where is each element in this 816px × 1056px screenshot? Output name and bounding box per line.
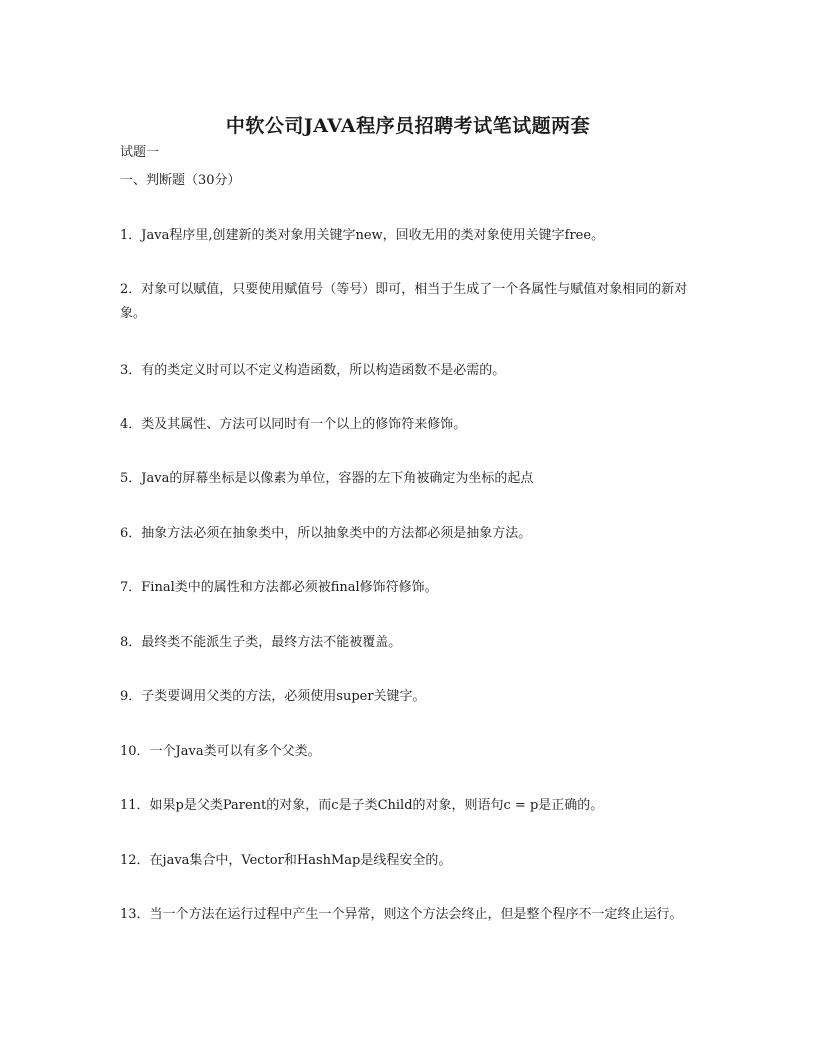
test-set-label: 试题一 (120, 145, 160, 160)
question-5: 5．Java的屏幕坐标是以像素为单位，容器的左下角被确定为坐标的起点 (120, 471, 534, 486)
question-10: 10．一个Java类可以有多个父类。 (120, 744, 321, 759)
question-9: 9．子类要调用父类的方法，必须使用super关键字。 (120, 689, 426, 704)
question-11: 11．如果p是父类Parent的对象，而c是子类Child的对象，则语句c = p是正确的。 (120, 798, 604, 813)
question-1: 1．Java程序里,创建新的类对象用关键字new，回收无用的类对象使用关键字free。 (120, 228, 605, 243)
question-8: 8．最终类不能派生子类，最终方法不能被覆盖。 (120, 635, 402, 650)
question-12: 12．在java集合中，Vector和HashMap是线程安全的。 (120, 853, 452, 868)
question-6: 6．抽象方法必须在抽象类中，所以抽象类中的方法都必须是抽象方法。 (120, 526, 532, 541)
document-title: 中软公司JAVA程序员招聘考试笔试题两套 (225, 115, 591, 137)
question-13: 13．当一个方法在运行过程中产生一个异常，则这个方法会终止，但是整个程序不一定终止运行。 (120, 907, 683, 922)
section-heading: 一、判断题（30分） (120, 173, 241, 188)
question-3: 3．有的类定义时可以不定义构造函数，所以构造函数不是必需的。 (120, 363, 506, 378)
question-4: 4．类及其属性、方法可以同时有一个以上的修饰符来修饰。 (120, 417, 467, 432)
question-7: 7．Final类中的属性和方法都必须被final修饰符修饰。 (120, 580, 438, 595)
question-2: 2．对象可以赋值，只要使用赋值号（等号）即可，相当于生成了一个各属性与赋值对象相同的新对象。 (120, 282, 688, 321)
